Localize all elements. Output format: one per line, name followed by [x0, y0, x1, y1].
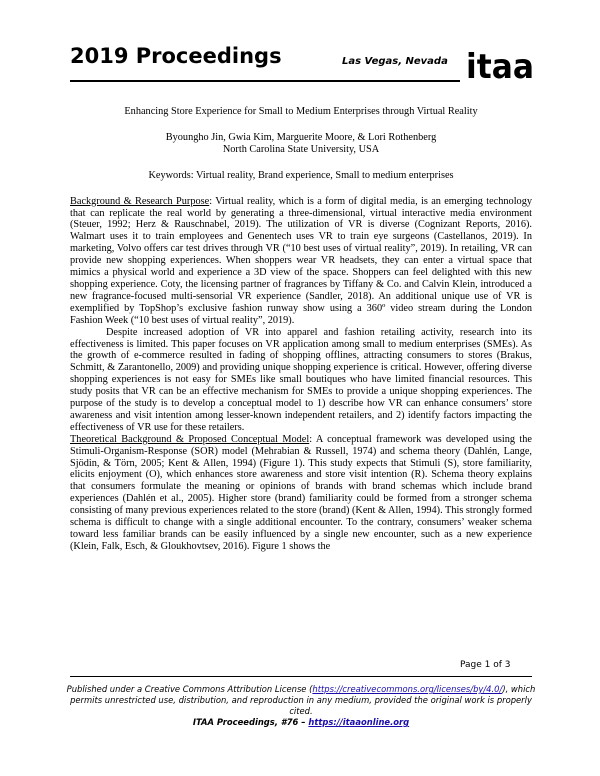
- paper-title: Enhancing Store Experience for Small to Medium Enterprises through Virtual Reality: [124, 106, 478, 117]
- section-text: : Virtual reality, which is a form of digital media, is an emerging technology that can replicate the real world by generating a three-dimensional, virtual interactive media environment (Steuer, 1992; Herz & Rauschnabel, 2019). The utilization of VR is diverse (Cognizant Reports, 2016). Walmart uses it to train employees and Genentech uses VR to train eye surgeons (Castellanos, 2019). In marketing, Volvo offers car test drives through VR (“10 best uses of virtual reality”, 2019). In retailing, VR can provide new shopping experiences. When shoppers wear VR headsets, they can enter a virtual space that mimics a physical world and experience a 3D view of the space. Shoppers can feel delighted with this new shopping experience. Coty, the licensing partner of fragrances by Tiffany & Co. and Calvin Klein, introduced a new fragrance-focused multi-sensorial VR experience (Sandler, 2018). An additional unique use of VR is exemplified by TopShop’s exclusive fashion runway show using a 360º video stream during the London Fashion Week (“10 best uses of virtual reality”, 2019).: [70, 195, 532, 326]
- license-text-start: Published under a Creative Commons Attribution License (: [66, 684, 313, 694]
- section-text: Despite increased adoption of VR into apparel and fashion retailing activity, research into its effectiveness is limited. This paper focuses on VR application among small to medium enterprises (SMEs). As the growth of e-commerce resulted in fading of shopping offlines, attracting consumers to stores (Brakus, Schmitt, & Zarantonello, 2009) and providing unique shopping experience is critical. However, offering diverse shopping experiences is not easy for SMEs like small boutiques who have limited financial resources. This study posits that VR can be an effective mechanism for SMEs to provide a unique shopping experiences. The purpose of the study is to develop a conceptual model to 1) describe how VR can enhance consumers’ store awareness and visit intention among lesser-known independent retailers, and 2) identify factors impacting the effectiveness of VR use for these retailers.: [70, 326, 532, 433]
- footer-rule: [70, 676, 532, 677]
- section-heading: Background & Research Purpose: [70, 195, 210, 207]
- license-link[interactable]: https://creativecommons.org/licenses/by/4.0/: [312, 684, 503, 694]
- section-purpose: [70, 327, 532, 434]
- section-background: [70, 196, 532, 327]
- section-heading: Theoretical Background & Proposed Conceptual Model: [70, 433, 310, 445]
- page-number: Page 1 of 3: [460, 660, 511, 670]
- license-text-end: ), which permits unrestricted use, distribution, and reproduction in any medium, provided the original work is properly cited.: [70, 684, 536, 716]
- proceedings-title: 2019 Proceedings: [70, 44, 282, 68]
- conference-location: Las Vegas, Nevada: [342, 56, 448, 67]
- proceedings-label: ITAA Proceedings, #76 –: [192, 717, 309, 727]
- itaa-logo: [466, 34, 534, 84]
- footer: [58, 684, 544, 728]
- paper-keywords: Keywords: Virtual reality, Brand experience, Small to medium enterprises: [148, 169, 454, 181]
- section-text: : A conceptual framework was developed using the Stimuli-Organism-Response (SOR) model (Mehrabian & Russell, 1974) and schema theory (Dahlén, Lange, Sjödin, & Törn, 2005; Kent & Allen, 1994) (Figure 1). This study expects that Stimuli (S), store familiarity, elicits enjoyment (O), which enhances store awareness and store visit intention (R). Schema theory explains that consumers formulate the meaning or opinions of brands with brand schemas which include brand experiences (Dahlén et al., 2005). Higher store (brand) familiarity could be formed from a stronger schema consisting of many previous experiences related to the store (brand) (Kent & Allen, 1994). This strongly formed schema is difficult to change with a single additional encounter. To the contrary, consumers’ weaker schema toward less familiar brands can be easily influenced by a single new encounter, such as a new experience (Klein, Falk, Esch, & Gloukhovtsev, 2016). Figure 1 shows the: [70, 433, 532, 552]
- paper-authors: Byoungho Jin, Gwia Kim, Marguerite Moore, & Lori Rothenberg: [165, 131, 437, 143]
- itaa-logo-text: itaa: [466, 47, 534, 84]
- itaa-website-link[interactable]: https://itaaonline.org: [308, 717, 410, 727]
- section-theory: [70, 434, 532, 553]
- paper-affiliation: North Carolina State University, USA: [222, 143, 380, 155]
- paper-body: [70, 100, 532, 553]
- header-rule: [70, 80, 460, 82]
